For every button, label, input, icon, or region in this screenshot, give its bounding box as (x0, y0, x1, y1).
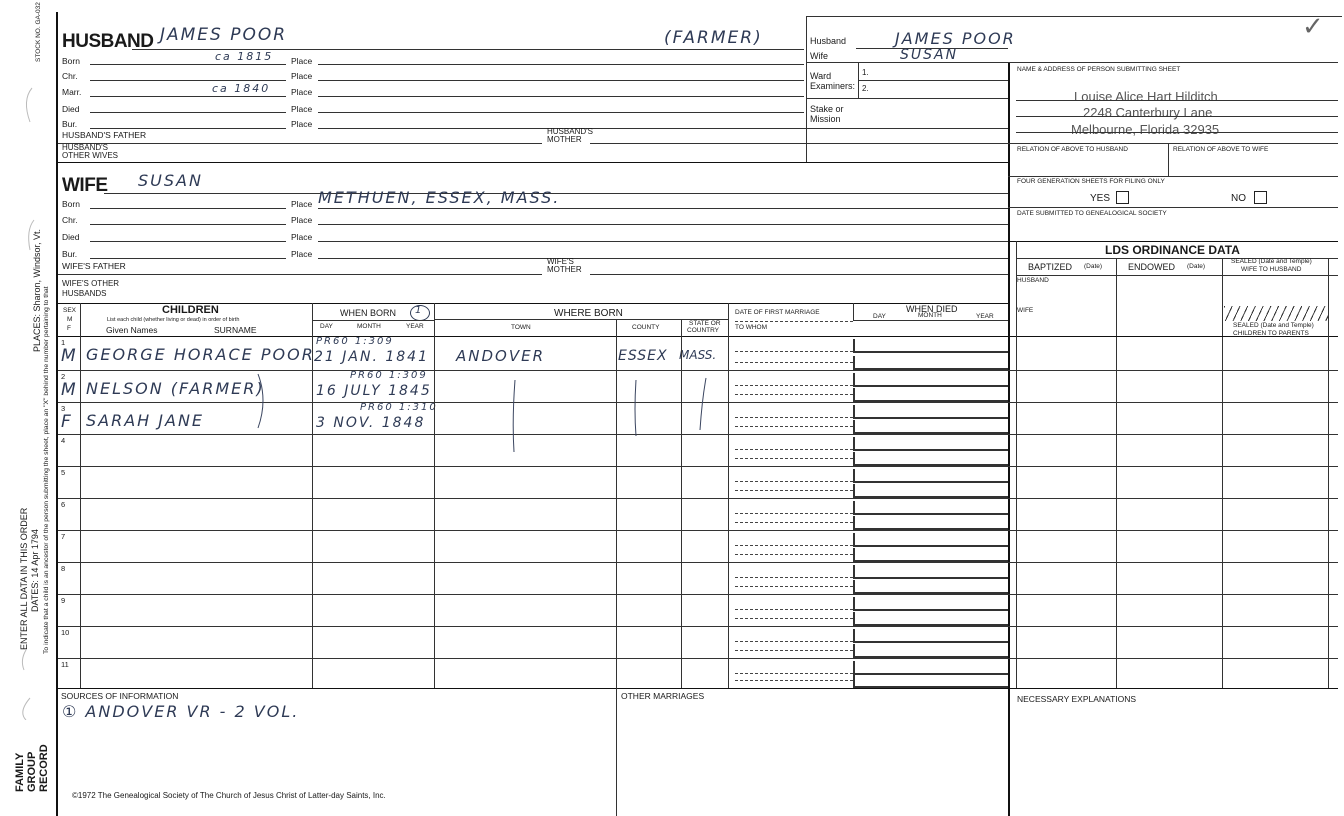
when-died-subline (853, 320, 1008, 321)
lds-endowed: ENDOWED (1128, 262, 1175, 272)
wife-chr-place-label: Place (291, 215, 313, 225)
where-born-subline (434, 319, 728, 320)
wife-bur-line (90, 258, 286, 259)
died-line (853, 609, 1008, 611)
to-whom-dash (735, 586, 853, 587)
child-sex: M (61, 380, 76, 400)
child-number: 9 (61, 596, 66, 605)
lds-sealed-wife-2: WIFE TO HUSBAND (1241, 266, 1302, 273)
died-box-tick (853, 501, 855, 513)
child-birth-date: 3 NOV. 1848 (316, 415, 426, 431)
col-sex-f: F (67, 325, 71, 332)
submitter-name: Louise Alice Hart Hilditch (1074, 89, 1218, 104)
col-state-1: STATE OR (689, 320, 721, 327)
child-number: 8 (61, 564, 66, 573)
died-line (853, 560, 1008, 562)
child-number: 4 (61, 436, 66, 445)
husband-died-label: Died (62, 104, 80, 114)
child-sex: M (61, 346, 76, 366)
col-divider-born (434, 303, 435, 688)
lds-baptized-date: (Date) (1084, 263, 1103, 270)
to-whom-dash (735, 650, 853, 651)
relation-husband-label: RELATION OF ABOVE TO HUSBAND (1017, 146, 1128, 153)
relation-wife-label: RELATION OF ABOVE TO WIFE (1173, 146, 1269, 153)
tr-stake-label-2: Mission (810, 114, 841, 124)
child-sex: F (61, 412, 71, 432)
husband-other-wives-1: HUSBAND'S (62, 143, 108, 152)
tr-husband-hand: JAMES POOR (895, 29, 1016, 48)
submitter-top-line (1008, 62, 1338, 63)
wife-born-place-hand: METHUEN, ESSEX, MASS. (318, 188, 561, 207)
col-given-names: Given Names (106, 325, 158, 335)
lds-husband: HUSBAND (1017, 277, 1049, 284)
table-row-line (58, 562, 1338, 563)
wife-bur-place-label: Place (291, 249, 313, 259)
died-line (853, 385, 1008, 387)
relation-top-line (1008, 143, 1338, 144)
four-gen-top-line (1008, 176, 1338, 177)
child-number: 3 (61, 404, 66, 413)
husband-died-place-label: Place (291, 104, 313, 114)
child-number: 1 (61, 338, 66, 347)
child-record-note: PR60 1:310 (360, 402, 438, 413)
marriage-date-dash (735, 673, 853, 674)
husband-bur-place-line (318, 128, 1008, 129)
table-row-line (58, 370, 1338, 371)
husband-chr-line (90, 80, 286, 81)
col-to-whom: TO WHOM (735, 324, 768, 331)
marriage-date-dash (735, 577, 853, 578)
checkmark-icon: ✓ (1302, 12, 1324, 42)
ditto-stroke (513, 380, 515, 452)
no-label: NO (1231, 193, 1246, 204)
yes-checkbox[interactable] (1116, 191, 1129, 204)
children-header-bottom (58, 336, 1338, 337)
tr-wife-line (806, 62, 1008, 63)
died-line (853, 641, 1008, 643)
wife-chr-place-line (318, 224, 1008, 225)
husband-marr-line (90, 96, 286, 97)
child-record-note: PR60 1:309 (316, 336, 394, 347)
col-month: MONTH (357, 323, 381, 330)
husband-bur-line (90, 128, 286, 129)
wife-other-husbands-2: HUSBANDS (62, 289, 107, 298)
submitter-header: NAME & ADDRESS OF PERSON SUBMITTING SHEET (1017, 66, 1181, 73)
marriage-date-dash (735, 385, 853, 386)
wife-bur-place-line (318, 258, 1008, 259)
marriage-date-dash (735, 449, 853, 450)
to-whom-dash (735, 362, 853, 363)
husband-bur-label: Bur. (62, 119, 78, 129)
col-divider-state (728, 303, 729, 688)
col-town: TOWN (511, 324, 531, 331)
wife-father-line (58, 274, 542, 275)
to-whom-dash (735, 394, 853, 395)
stock-number: STOCK NO. GA-032 (35, 2, 42, 62)
table-row-line (58, 466, 1338, 467)
ditto-stroke (635, 380, 636, 436)
died-box-tick (853, 565, 855, 577)
when-born-circle-mark: 1 (415, 305, 422, 316)
died-line (853, 577, 1008, 579)
died-box-tick (853, 469, 855, 481)
died-box-tick (853, 339, 855, 351)
date-submitted-top-line (1008, 207, 1338, 208)
child-name: SARAH JANE (86, 411, 205, 430)
wife-born-place-line (318, 208, 1008, 209)
died-line (853, 624, 1008, 626)
wife-died-place-label: Place (291, 232, 313, 242)
died-box-tick (853, 661, 855, 673)
to-whom-dash (735, 458, 853, 459)
sources-label: SOURCES OF INFORMATION (61, 691, 179, 701)
tr-wife-label: Wife (810, 51, 828, 61)
col-divider-sex (80, 303, 81, 688)
husband-mother-label-1: HUSBAND'S (547, 127, 593, 136)
lds-sealed-children-2: CHILDREN TO PARENTS (1233, 330, 1309, 337)
husband-marr-place-label: Place (291, 87, 313, 97)
relation-divider (1168, 143, 1169, 176)
table-row-line (58, 594, 1338, 595)
died-box-tick (853, 437, 855, 449)
table-row-line (58, 402, 1338, 403)
marriage-date-dash (735, 351, 853, 352)
top-border (806, 16, 1342, 17)
child-birth-date: 21 JAN. 1841 (314, 349, 429, 365)
husband-died-place-line (318, 112, 804, 113)
husband-bur-place-label: Place (291, 119, 313, 129)
child-name: GEORGE HORACE POOR (86, 345, 315, 364)
tr-ex2: 2. (862, 84, 869, 93)
ditto-stroke (700, 378, 706, 430)
table-row-line (58, 530, 1338, 531)
wife-chr-label: Chr. (62, 215, 78, 225)
husband-mother-line (590, 143, 1008, 144)
record-title-family: FAMILY (14, 752, 26, 792)
lds-wife: WIFE (1017, 307, 1034, 314)
table-row-line (58, 626, 1338, 627)
wife-born-line (90, 208, 286, 209)
husband-chr-label: Chr. (62, 71, 78, 81)
col-when-born: WHEN BORN (340, 308, 396, 318)
four-gen-label: FOUR GENERATION SHEETS FOR FILING ONLY (1017, 178, 1165, 185)
wife-died-line (90, 241, 286, 242)
to-whom-dash (735, 490, 853, 491)
lds-sealed-wife-1: SEALED (Date and Temple) (1231, 258, 1312, 265)
table-row-line (58, 498, 1338, 499)
husband-name-hand: JAMES POOR (160, 25, 288, 45)
wife-father-label: WIFE'S FATHER (62, 261, 126, 271)
col-state-2: COUNTRY (687, 327, 720, 334)
died-line (853, 449, 1008, 451)
husband-born-label: Born (62, 56, 80, 66)
husband-father-label: HUSBAND'S FATHER (62, 130, 147, 140)
child-birth-state: MASS. (679, 348, 717, 362)
col-year: YEAR (406, 323, 424, 330)
died-box-tick (853, 533, 855, 545)
wife-bur-label: Bur. (62, 249, 78, 259)
col-when-died: WHEN DIED (906, 304, 958, 314)
died-box-tick (853, 356, 855, 368)
died-line (853, 400, 1008, 402)
child-number: 7 (61, 532, 66, 541)
died-box-tick (853, 420, 855, 432)
topright-left-border (806, 16, 807, 162)
died-line (853, 656, 1008, 658)
wife-died-place-line (318, 241, 1008, 242)
other-marriages-divider (616, 688, 617, 816)
marriage-date-dash (735, 513, 853, 514)
husband-heading: HUSBAND (62, 31, 154, 52)
died-box-tick (853, 373, 855, 385)
child-record-note: PR60 1:309 (350, 370, 428, 381)
died-box-tick (853, 580, 855, 592)
col-divider-county (681, 319, 682, 688)
wife-other-husbands-1: WIFE'S OTHER (62, 279, 120, 288)
col-where-born: WHERE BORN (554, 308, 623, 319)
bottom-section-top (58, 688, 1338, 689)
first-marriage-subline (735, 321, 853, 322)
died-line (853, 545, 1008, 547)
husband-marr-hand: ca 1840 (212, 82, 271, 95)
husband-mother-label-2: MOTHER (547, 135, 582, 144)
died-line (853, 481, 1008, 483)
child-number: 10 (61, 628, 70, 637)
child-number: 11 (61, 660, 69, 669)
ancestor-indicator-note: To indicate that a child is an ancestor of the person submitting the sheet, place an "X" behind the number pertaining to that (43, 286, 50, 654)
husband-chr-place-label: Place (291, 71, 313, 81)
dates-note: DATES: 14 Apr 1794 (30, 529, 40, 612)
record-title-record: RECORD (38, 744, 50, 792)
died-box-tick (853, 405, 855, 417)
tr-wife-hand: SUSAN (900, 47, 959, 63)
to-whom-dash (735, 522, 853, 523)
tr-ex1: 1. (862, 68, 869, 77)
enter-order-note: ENTER ALL DATA IN THIS ORDER (19, 507, 29, 650)
died-line (853, 592, 1008, 594)
wife-died-label: Died (62, 232, 80, 242)
husband-died-line (90, 112, 286, 113)
submitter-street: 2248 Canterbury Lane (1083, 105, 1213, 120)
died-box-tick (853, 516, 855, 528)
submitter-line-3 (1016, 132, 1338, 133)
sources-hand: ① ANDOVER VR - 2 VOL. (62, 702, 300, 721)
col-died-month: MONTH (918, 312, 942, 319)
wife-chr-line (90, 224, 286, 225)
col-divider-marriage (853, 303, 854, 321)
tr-stake-label-1: Stake or (810, 104, 844, 114)
husband-occupation-hand: (FARMER) (664, 28, 763, 48)
child-birth-town: ANDOVER (456, 347, 545, 365)
copyright: ©1972 The Genealogical Society of The Church of Jesus Christ of Latter-day Saints, Inc. (72, 791, 386, 800)
died-box-tick (853, 644, 855, 656)
col-divider-name (312, 303, 313, 688)
to-whom-dash (735, 618, 853, 619)
child-name: NELSON (FARMER) (86, 379, 265, 398)
marriage-date-dash (735, 641, 853, 642)
died-box-tick (853, 452, 855, 464)
no-checkbox[interactable] (1254, 191, 1267, 204)
tr-husband-label: Husband (810, 36, 847, 46)
tr-ward-bottom (806, 98, 1008, 99)
lds-top-line (1008, 241, 1338, 242)
died-box-tick (853, 674, 855, 686)
tr-examiners-label: Examiners: (810, 81, 856, 91)
died-line (853, 432, 1008, 434)
yes-label: YES (1090, 193, 1111, 204)
child-birth-county: ESSEX (618, 348, 668, 364)
col-county: COUNTY (632, 324, 660, 331)
died-box-tick (853, 612, 855, 624)
record-title-group: GROUP (26, 751, 38, 792)
died-box-tick (853, 597, 855, 609)
left-border (56, 12, 58, 816)
col-sex-m: M (67, 316, 73, 323)
marriage-date-dash (735, 545, 853, 546)
died-line (853, 496, 1008, 498)
children-instruction: List each child (whether living or dead) in order of birth (107, 317, 240, 323)
child-number: 2 (61, 372, 66, 381)
died-line (853, 417, 1008, 419)
lds-title: LDS ORDINANCE DATA (1105, 243, 1240, 257)
husband-marr-place-line (318, 96, 804, 97)
husband-born-line (90, 64, 286, 65)
lds-hatched-area (1224, 306, 1328, 321)
wife-heading: WIFE (62, 175, 108, 196)
husband-marr-label: Marr. (62, 87, 82, 97)
lds-sealed-children-1: SEALED (Date and Temple) (1233, 322, 1314, 329)
husband-born-hand: ca 1815 (215, 50, 274, 63)
table-row-line (58, 434, 1338, 435)
husband-chr-place-line (318, 80, 804, 81)
lds-col-2 (1222, 258, 1223, 688)
husband-born-place-label: Place (291, 56, 313, 66)
wife-born-label: Born (62, 199, 80, 209)
wife-mother-label-2: MOTHER (547, 265, 582, 274)
tr-ex1-line (858, 80, 1008, 81)
table-row-line (58, 658, 1338, 659)
marriage-date-dash (735, 417, 853, 418)
submitter-line-2 (1016, 116, 1338, 117)
lds-baptized: BAPTIZED (1028, 262, 1073, 272)
submitter-city: Melbourne, Florida 32935 (1071, 122, 1220, 137)
died-box-tick (853, 548, 855, 560)
marriage-date-dash (735, 481, 853, 482)
died-box-tick (853, 388, 855, 400)
died-line (853, 673, 1008, 675)
lds-header-line (1016, 275, 1338, 276)
col-surname: SURNAME (214, 325, 257, 335)
wife-mother-line (590, 274, 1008, 275)
lds-left-border (1016, 241, 1017, 688)
child-number: 6 (61, 500, 66, 509)
wife-born-place-label: Place (291, 199, 313, 209)
died-box-tick (853, 629, 855, 641)
places-note: PLACES: Sharon, Windsor, Vt. (32, 228, 42, 352)
died-line (853, 528, 1008, 530)
lds-col-1 (1116, 258, 1117, 688)
to-whom-dash (735, 554, 853, 555)
died-line (853, 464, 1008, 466)
husband-father-line (58, 143, 542, 144)
child-number: 5 (61, 468, 66, 477)
when-born-subline (312, 320, 434, 321)
other-marriages-label: OTHER MARRIAGES (621, 691, 705, 701)
died-line (853, 351, 1008, 353)
binder-marks (10, 80, 40, 720)
child-birth-date: 16 JULY 1845 (316, 383, 432, 399)
husband-section-bottom (58, 162, 1008, 163)
col-sex: SEX (63, 307, 77, 314)
to-whom-dash (735, 426, 853, 427)
col-died-day: DAY (873, 313, 886, 320)
died-line (853, 513, 1008, 515)
explanations-label: NECESSARY EXPLANATIONS (1017, 694, 1137, 704)
wife-name-hand: SUSAN (138, 171, 203, 190)
wife-mother-label-1: WIFE'S (547, 257, 574, 266)
husband-other-wives-2: OTHER WIVES (62, 151, 119, 160)
col-divider-town (616, 319, 617, 688)
children-title: CHILDREN (162, 304, 219, 316)
marriage-date-dash (735, 609, 853, 610)
died-box-tick (853, 484, 855, 496)
tr-ward-label: Ward (810, 71, 832, 81)
died-line (853, 368, 1008, 370)
col-first-marriage: DATE OF FIRST MARRIAGE (735, 309, 820, 316)
col-died-year: YEAR (976, 313, 994, 320)
husband-born-place-line (318, 64, 804, 65)
submitter-line-1 (1016, 100, 1338, 101)
col-day: DAY (320, 323, 333, 330)
date-submitted-label: DATE SUBMITTED TO GENEALOGICAL SOCIETY (1017, 210, 1167, 217)
lds-right-border (1328, 258, 1329, 688)
lds-endowed-date: (Date) (1187, 263, 1206, 270)
to-whom-dash (735, 680, 853, 681)
